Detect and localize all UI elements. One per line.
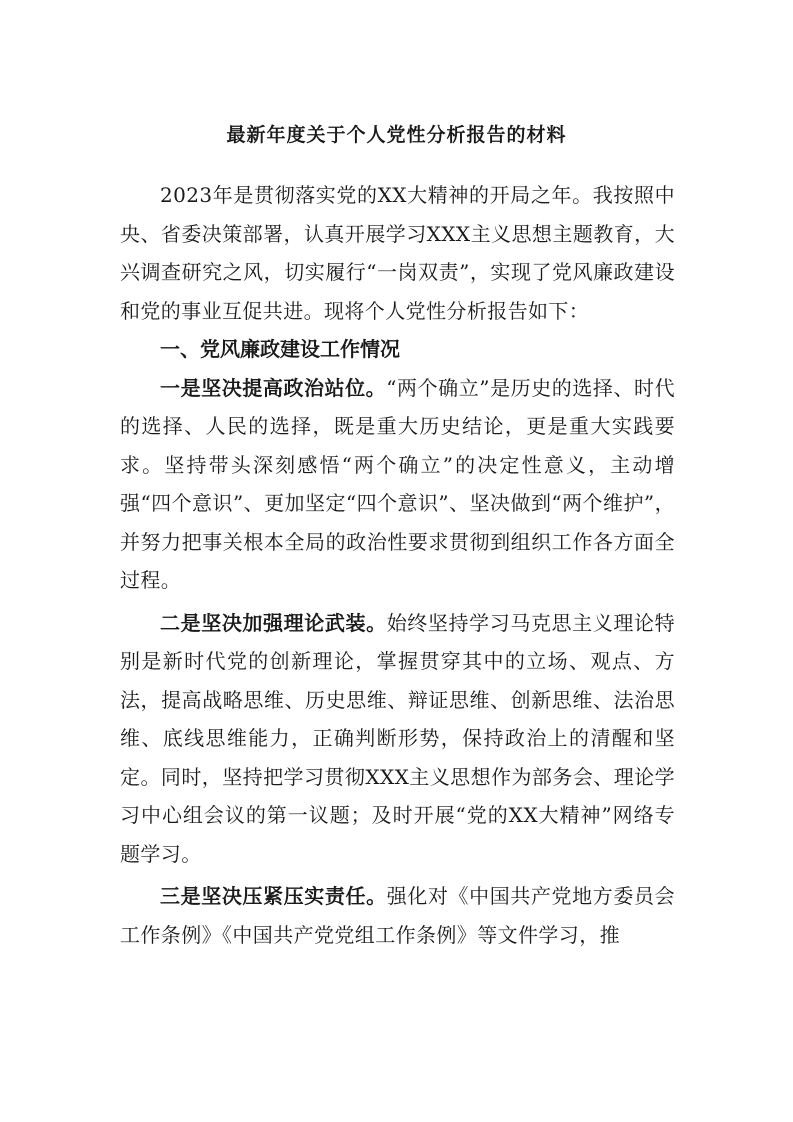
point-lead: 一是坚决提高政治站位。 (160, 375, 387, 400)
point-paragraph-responsibility (120, 877, 675, 954)
point-text: 强化对《中国共产党地方委员会工作条例》《中国共产党党组工作条例》等文件学习，推 (120, 884, 675, 947)
point-text: “两个确立”是历史的选择、时代的选择、人民的选择，既是重大历史结论，更是重大实践要求。坚持带头深刻感悟“两个确立”的决定性意义，主动增强“四个意识”、更加坚定“四个意识”、坚决做到“两个维护”，并努力把事关根本全局的政治性要求贯彻到组织工作各方面全过程。 (120, 375, 676, 592)
document-body (120, 176, 675, 954)
point-paragraph-theory (120, 604, 675, 874)
document-title: 最新年度关于个人党性分析报告的材料 (226, 124, 567, 146)
section-heading-party-conduct: 一、党风廉政建设工作情况 (160, 337, 400, 361)
point-lead: 二是坚决加强理论武装。 (160, 610, 387, 635)
point-lead: 三是坚决压紧压实责任。 (160, 884, 387, 908)
point-paragraph-political-stance (120, 369, 675, 600)
intro-paragraph: 2023年是贯彻落实党的XX大精神的开局之年。我按照中央、省委决策部署，认真开展学习XXX主义思想主题教育，大兴调查研究之风，切实履行“一岗双责”，实现了党风廉政建设和党的事业互促共进。现将个人党性分析报告如下： (120, 183, 675, 323)
point-text: 始终坚持学习马克思主义理论特别是新时代党的创新理论，掌握贯穿其中的立场、观点、方法，提高战略思维、历史思维、辩证思维、创新思维、法治思维、底线思维能力，正确判断形势，保持政治上的清醒和坚定。同时，坚持把学习贯彻XXX主义思想作为部务会、理论学习中心组会议的第一议题；及时开展“党的XX大精神”网络专题学习。 (120, 610, 675, 866)
